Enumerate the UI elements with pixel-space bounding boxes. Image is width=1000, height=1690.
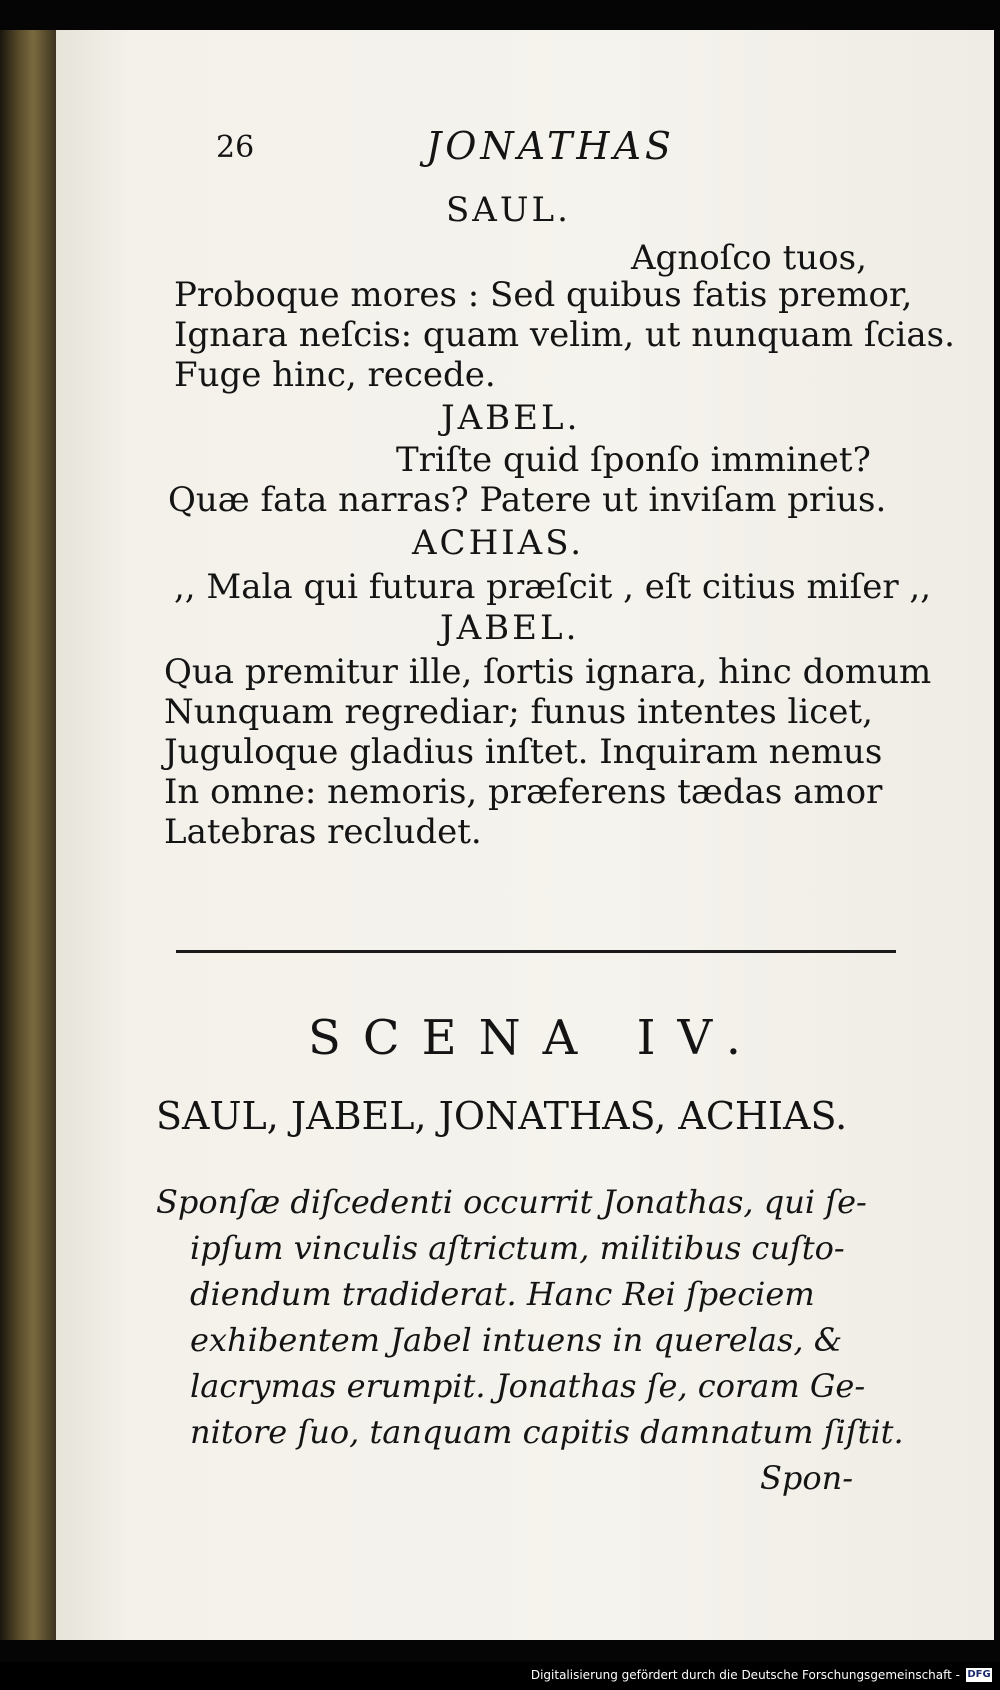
page-number: 26 (216, 130, 255, 165)
scene-cast: SAUL, JABEL, JONATHAS, ACHIAS. (156, 1094, 848, 1138)
funding-credit: Digitalisierung gefördert durch die Deutsche Forschungsgemeinschaft - (530, 1668, 960, 1682)
verse-line: Agnoſco tuos, (631, 238, 867, 278)
section-divider (176, 950, 896, 953)
book-spine (0, 30, 56, 1640)
speaker-saul: SAUL. (446, 190, 571, 230)
verse-line: ,, Mala qui futura præſcit , eſt citius miſer ,, (174, 567, 932, 607)
verse-line: Juguloque gladius inſtet. Inquiram nemus (164, 732, 883, 772)
running-title: JONATHAS (426, 124, 675, 168)
speaker-achias: ACHIAS. (412, 523, 585, 563)
verse-line: Triſte quid ſponſo imminet? (396, 440, 871, 480)
catchword: Spon- (760, 1459, 854, 1497)
speaker-jabel: JABEL. (440, 608, 580, 648)
verse-line: Quæ fata narras? Patere ut inviſam prius. (168, 480, 887, 520)
argument-line: Sponſæ diſcedenti occurrit Jonathas, qui ſe- (156, 1183, 867, 1221)
argument-line: ipſum vinculis aſtrictum, militibus cuſto- (190, 1229, 845, 1267)
speaker-jabel: JABEL. (441, 398, 581, 438)
book-page (56, 30, 994, 1640)
argument-line: nitore ſuo, tanquam capitis damnatum ſiſtit. (190, 1413, 904, 1451)
argument-line: lacrymas erumpit. Jonathas ſe, coram Ge- (190, 1367, 866, 1405)
verse-line: Proboque mores : Sed quibus fatis premor, (174, 275, 913, 315)
verse-line: Ignara neſcis: quam velim, ut nunquam ſcias. (174, 315, 955, 355)
verse-line: Qua premitur ille, ſortis ignara, hinc domum (164, 652, 932, 692)
scene-heading: SCENA IV. (308, 1010, 764, 1066)
dfg-logo: DFG (967, 1669, 991, 1680)
verse-line: In omne: nemoris, præferens tædas amor (164, 772, 883, 812)
verse-line: Latebras recludet. (164, 812, 482, 852)
argument-line: exhibentem Jabel intuens in querelas, & (190, 1321, 843, 1359)
digitization-footer (0, 1662, 1000, 1690)
verse-line: Fuge hinc, recede. (174, 355, 496, 395)
argument-line: diendum tradiderat. Hanc Rei ſpeciem (190, 1275, 815, 1313)
verse-line: Nunquam regrediar; funus intentes licet, (164, 692, 873, 732)
